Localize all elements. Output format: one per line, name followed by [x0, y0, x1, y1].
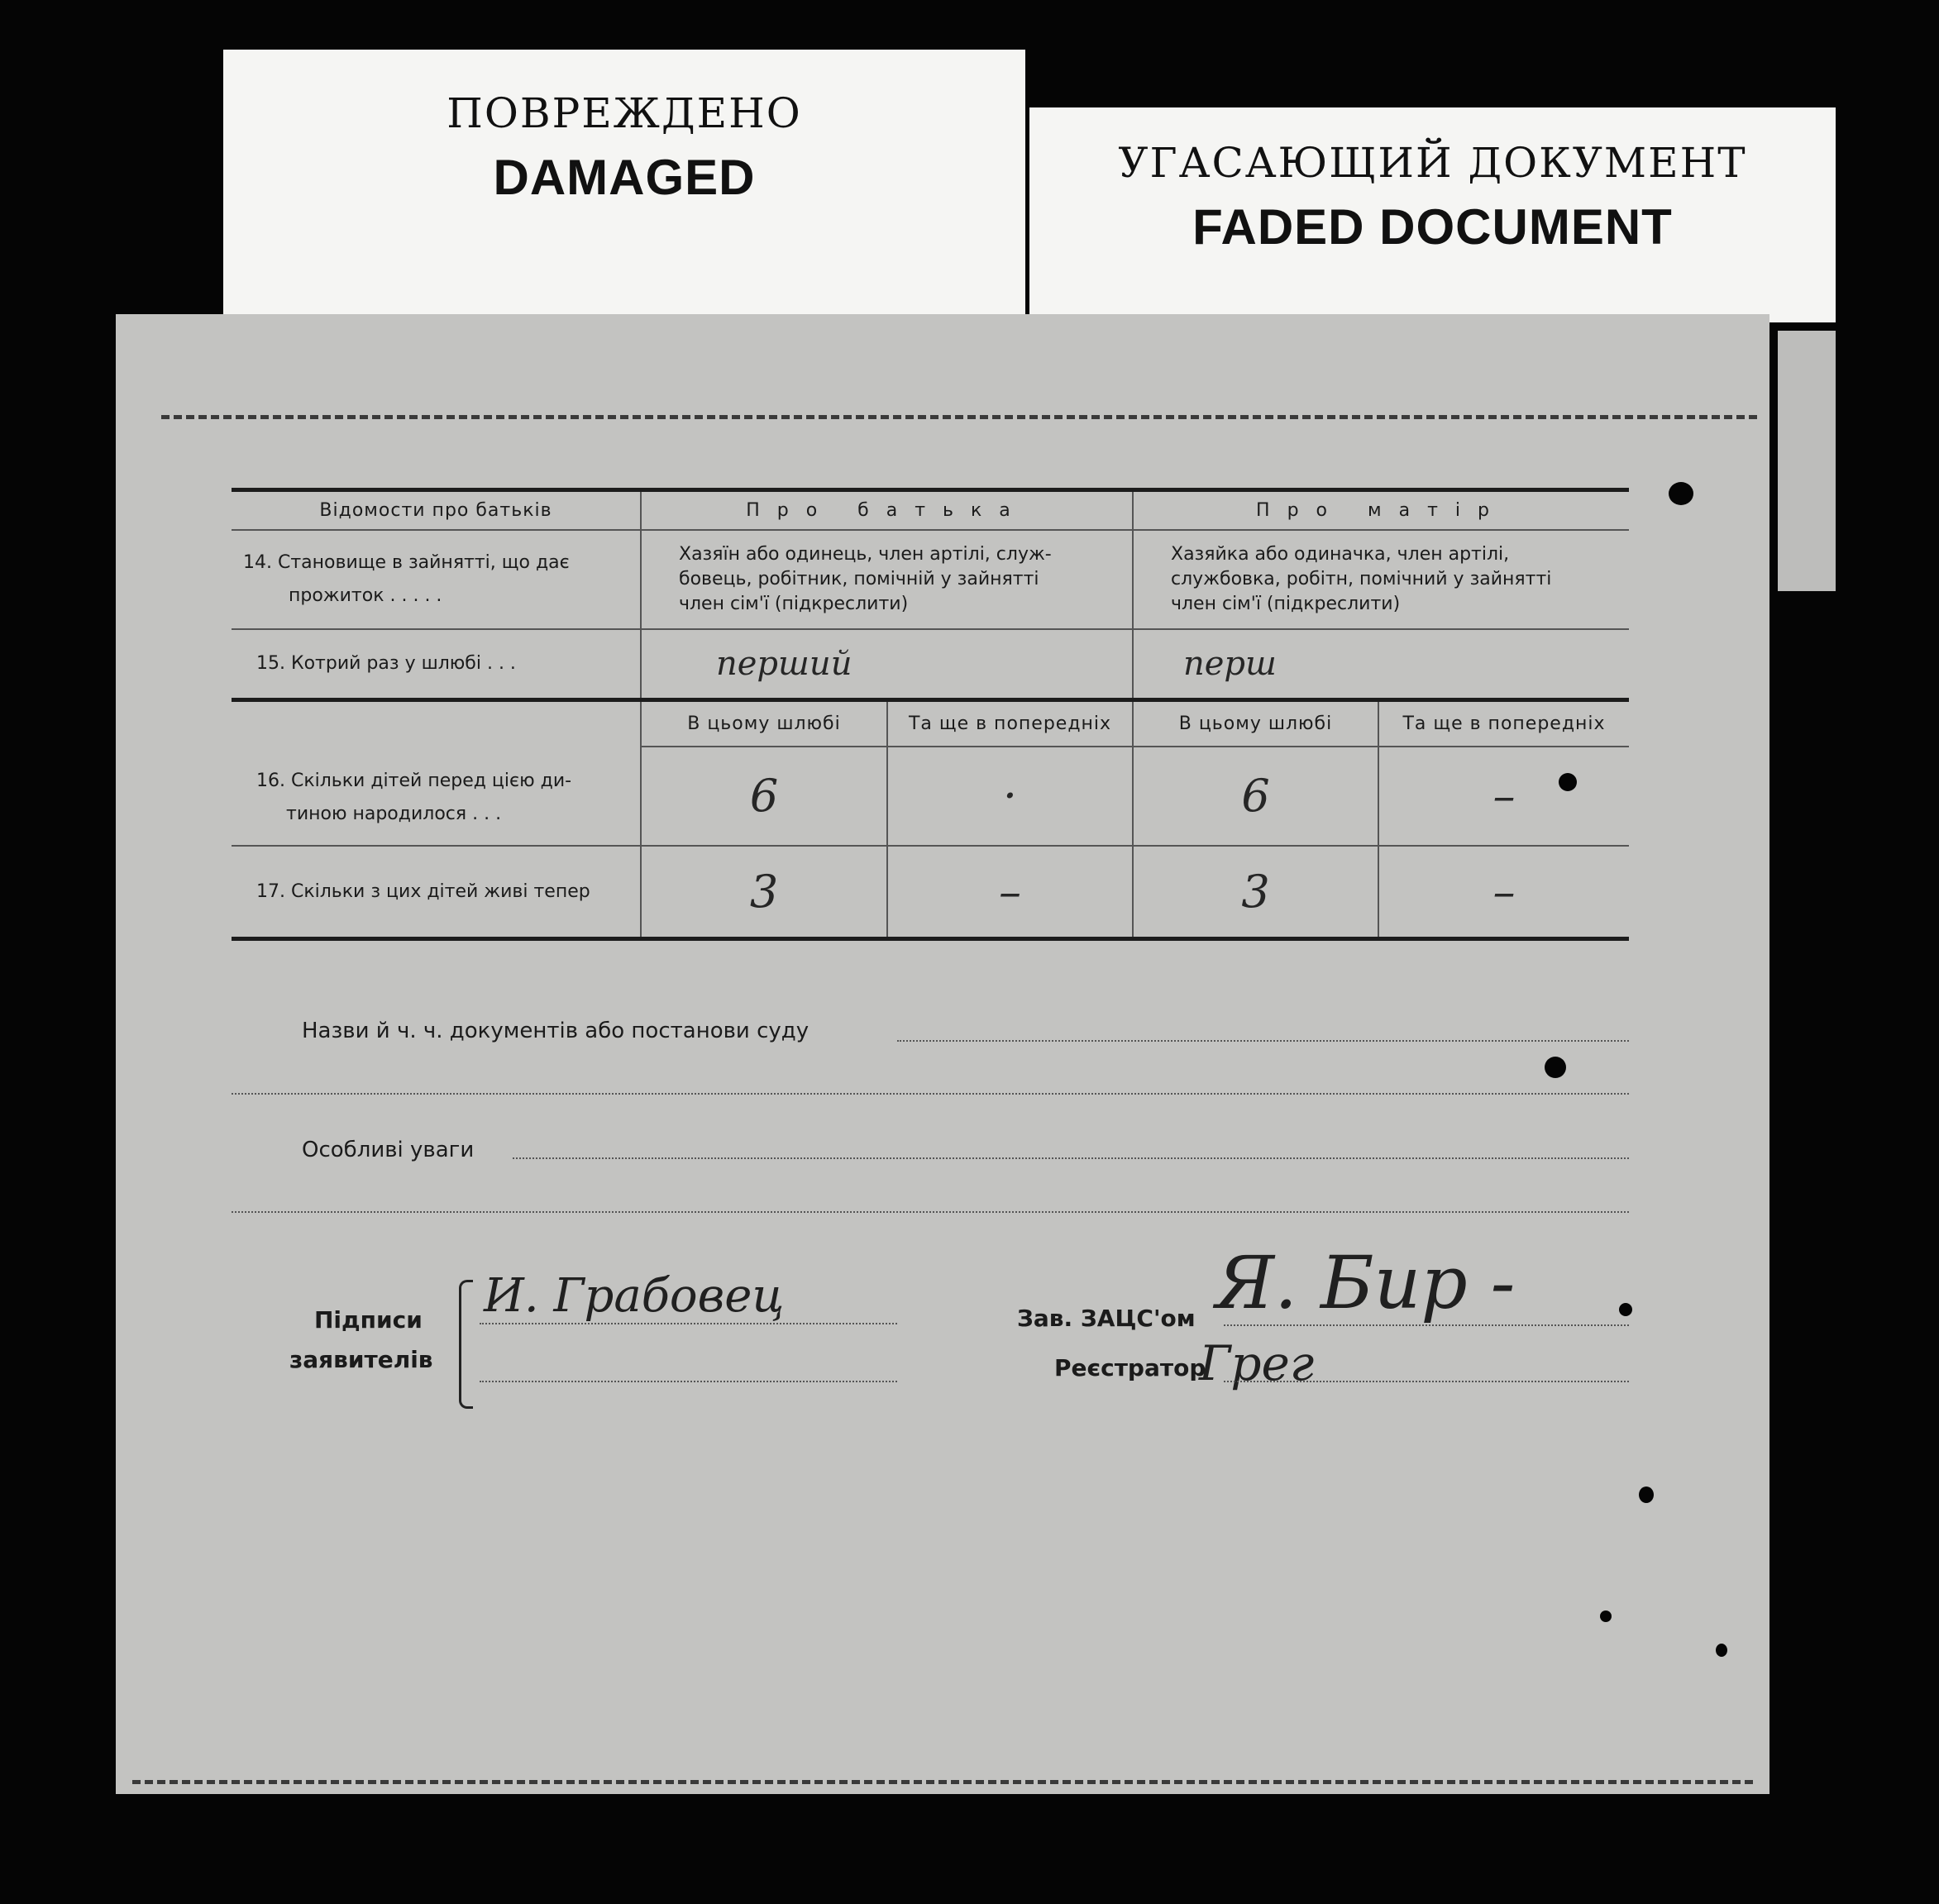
- applicant-signature-line-1: [480, 1323, 897, 1324]
- head-signature: Я. Бир -: [1215, 1240, 1516, 1325]
- punch-hole: [1619, 1303, 1632, 1316]
- subheader-mother-previous: Та ще в попередніх: [1378, 700, 1629, 747]
- registrar-label: Реєстратор: [1054, 1354, 1206, 1381]
- documents-label: Назви й ч. ч. документів або постанови суду: [302, 1019, 810, 1043]
- applicant-signature-line-2: [480, 1381, 897, 1382]
- row17-father-this: 3: [641, 846, 887, 939]
- applicants-label-line2: заявителів: [289, 1346, 433, 1373]
- punch-hole: [1600, 1611, 1612, 1622]
- punch-hole: [1559, 773, 1577, 791]
- head-zags-label: Зав. ЗАЦС'ом: [1017, 1305, 1196, 1332]
- row16-label-line1: 16. Скільки дітей перед цією ди-: [256, 771, 572, 792]
- row16-label: [232, 700, 641, 846]
- row17-mother-this: 3: [1133, 846, 1378, 939]
- row16-mother-this: 6: [1133, 747, 1378, 846]
- row16-father-this: 6: [641, 747, 887, 846]
- parents-info-table: [232, 488, 1629, 941]
- row14-label-line2: прожиток . . . . .: [289, 585, 442, 606]
- faded-label-ru: УГАСАЮЩИЙ ДОКУМЕНТ: [1118, 139, 1747, 187]
- row14-mother-line3: член сім'ї (підкреслити): [1171, 593, 1401, 614]
- row16-label-line2: тиною народилося . . .: [286, 804, 502, 825]
- row14-mother-line1: Хазяйка або одиначка, член артілі,: [1171, 543, 1510, 565]
- applicant-signature: И. Грабовец: [484, 1269, 785, 1323]
- row16-mother-prev: –: [1378, 747, 1629, 846]
- registrar-signature-line: [1224, 1381, 1629, 1382]
- perforation-top: [161, 415, 1757, 419]
- damaged-label-en: DAMAGED: [493, 150, 756, 205]
- row16-father-prev: ·: [887, 747, 1133, 846]
- remarks-label: Особливі уваги: [302, 1138, 475, 1162]
- header-about-mother: Про матір: [1133, 490, 1629, 530]
- row14-father-line1: Хазяїн або одинець, член артілі, служ-: [679, 543, 1052, 565]
- row14-father-line3: член сім'ї (підкреслити): [679, 593, 909, 614]
- paper-edge-tab: [1778, 331, 1836, 591]
- row17-label: 17. Скільки з цих дітей живі тепер: [232, 846, 641, 939]
- applicants-label-line1: Підписи: [314, 1306, 423, 1334]
- subheader-mother-this-marriage: В цьому шлюбі: [1133, 700, 1378, 747]
- remarks-line-1: [513, 1157, 1629, 1159]
- punch-hole: [1639, 1486, 1654, 1503]
- row17-father-prev: –: [887, 846, 1133, 939]
- row17-mother-prev: –: [1378, 846, 1629, 939]
- perforation-bottom: [132, 1780, 1753, 1784]
- punch-hole: [1545, 1057, 1566, 1078]
- header-about-father: Про батька: [641, 490, 1133, 530]
- damaged-label-ru: ПОВРЕЖДЕНО: [447, 89, 802, 137]
- registrar-signature: Грег: [1199, 1335, 1315, 1391]
- row14-mother-line2: службовка, робітн, помічний у зайнятті: [1171, 568, 1552, 589]
- remarks-line-2: [232, 1211, 1629, 1213]
- head-signature-line: [1224, 1324, 1629, 1326]
- row14-label-line1: 14. Становище в зайнятті, що дає: [243, 551, 570, 573]
- documents-line-1: [897, 1040, 1629, 1042]
- subheader-father-this-marriage: В цьому шлюбі: [641, 700, 887, 747]
- subheader-father-previous: Та ще в попередніх: [887, 700, 1133, 747]
- row14-father-occupation: [641, 530, 1133, 629]
- row14-mother-occupation: [1133, 530, 1629, 629]
- row15-label: 15. Котрий раз у шлюбі . . .: [232, 629, 641, 700]
- row14-father-line2: бовець, робітник, помічній у зайнятті: [679, 568, 1039, 589]
- row15-father-value: перший: [641, 629, 1133, 700]
- faded-label-en: FADED DOCUMENT: [1192, 199, 1673, 255]
- damaged-label-card: [223, 50, 1025, 327]
- row14-label: [232, 530, 641, 629]
- punch-hole: [1669, 482, 1693, 505]
- header-parents-info: Відомости про батьків: [232, 490, 641, 530]
- documents-line-2: [232, 1093, 1629, 1095]
- applicants-brace: [459, 1280, 473, 1409]
- form-sheet: [116, 314, 1769, 1794]
- row15-mother-value: перш: [1133, 629, 1629, 700]
- punch-hole: [1716, 1644, 1727, 1657]
- faded-label-card: [1029, 107, 1836, 322]
